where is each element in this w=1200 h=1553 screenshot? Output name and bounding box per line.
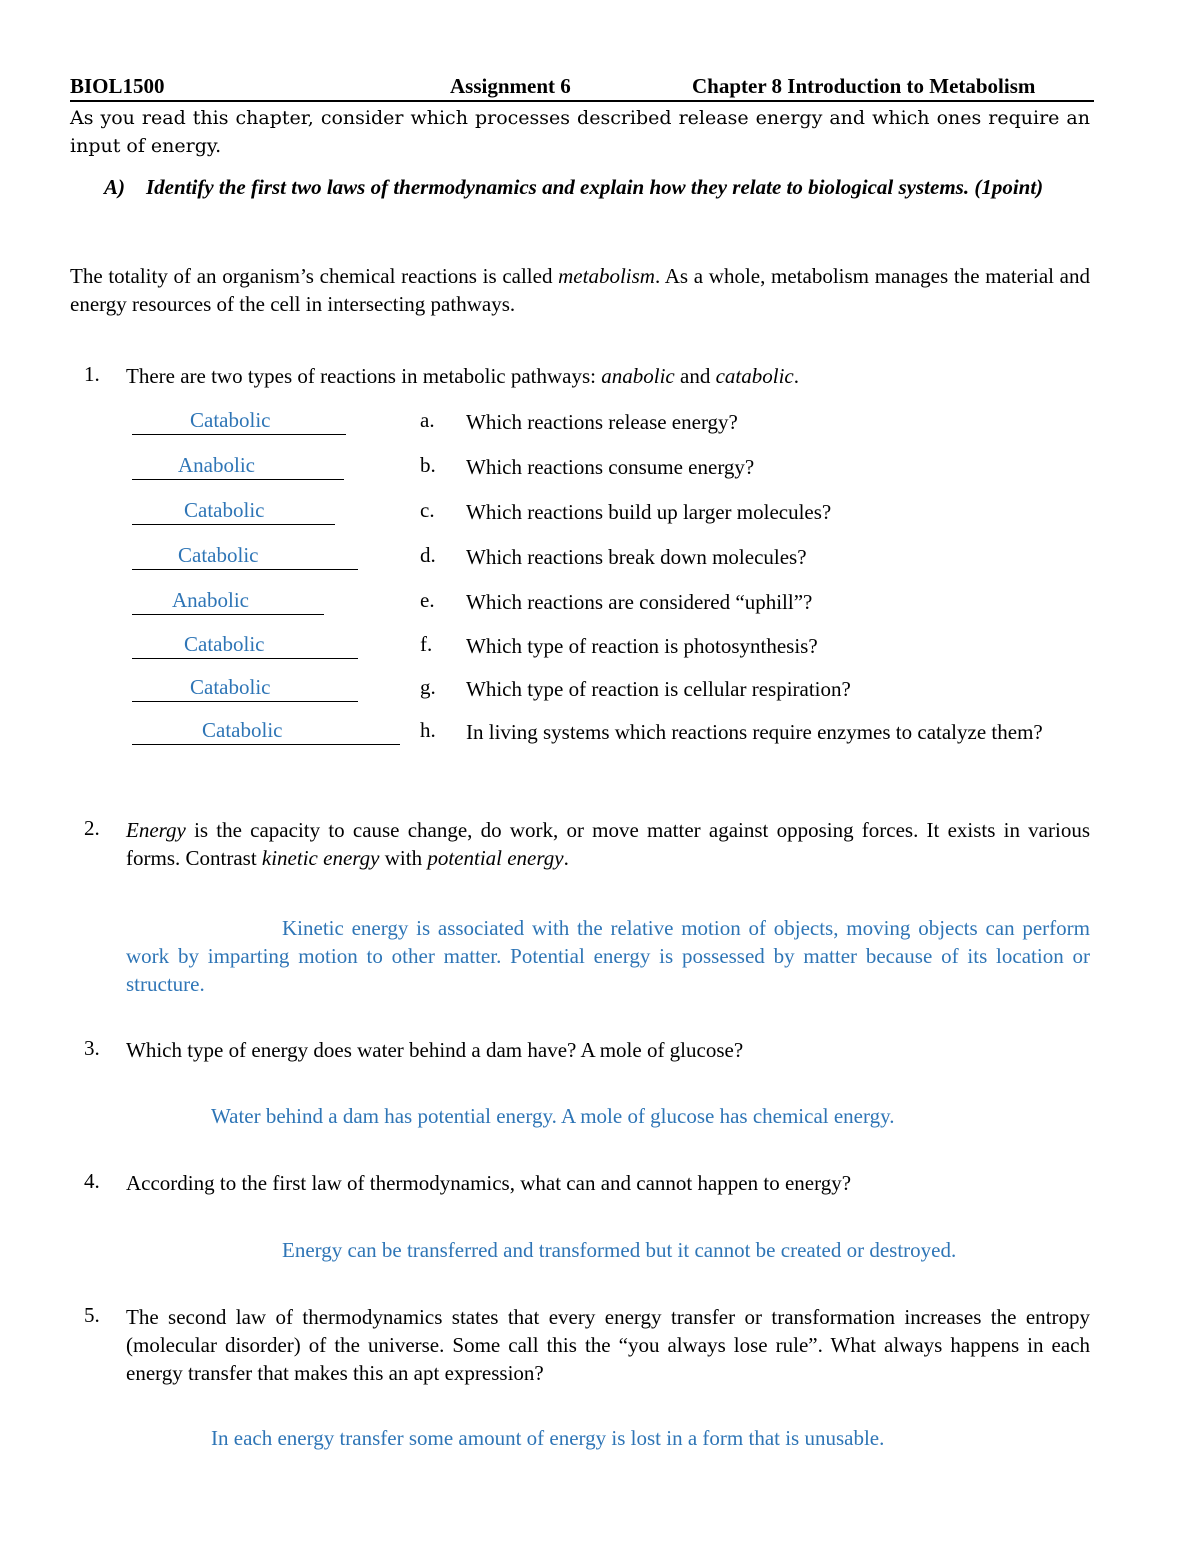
- item-letter-g: g.: [420, 675, 436, 699]
- q3-text: Which type of energy does water behind a dam have? A mole of glucose?: [126, 1038, 744, 1062]
- q1-text-2: and: [674, 364, 716, 388]
- q4-text: According to the first law of thermodynamics, what can and cannot happen to energy?: [126, 1171, 852, 1195]
- q2-text-3: .: [563, 846, 569, 870]
- answer-a: Catabolic: [190, 408, 271, 432]
- assignment-title: Assignment 6: [450, 74, 571, 98]
- item-letter-h: h.: [420, 718, 436, 742]
- q2-term-kinetic: kinetic energy: [261, 846, 380, 870]
- answer-f: Catabolic: [184, 632, 265, 656]
- answer-blank-d[interactable]: [132, 543, 358, 570]
- section-a: [70, 175, 1090, 235]
- chapter-title: Chapter 8 Introduction to Metabolism: [692, 74, 1036, 98]
- answer-blank-h[interactable]: [132, 718, 400, 745]
- answer-g: Catabolic: [190, 675, 271, 699]
- answer-b: Anabolic: [178, 453, 255, 477]
- item-letter-c: c.: [420, 498, 435, 522]
- item-question-d: Which reactions break down molecules?: [466, 545, 807, 569]
- q1-text-3: .: [793, 364, 799, 388]
- item-letter-d: d.: [420, 543, 436, 567]
- answer-h: Catabolic: [202, 718, 283, 742]
- answer-blank-e[interactable]: [132, 588, 324, 615]
- q2-answer: Kinetic energy is associated with the relative motion of objects, moving objects can perform work by imparting motion to other matter. Potential energy is possessed by matter because of its location or structure.: [126, 916, 1090, 996]
- q2-text-1: is the capacity to cause change, do work, or move matter against opposing forces. It exists in various forms. Contrast: [126, 818, 1090, 870]
- q1-number: 1.: [84, 362, 100, 386]
- metabolism-term: metabolism: [558, 264, 655, 288]
- item-question-f: Which type of reaction is photosynthesis?: [466, 634, 818, 658]
- course-code: BIOL1500: [70, 74, 165, 98]
- item-question-c: Which reactions build up larger molecules?: [466, 500, 832, 524]
- answer-blank-a[interactable]: [132, 408, 346, 435]
- q2-text: [126, 816, 1090, 872]
- item-letter-e: e.: [420, 588, 435, 612]
- q1-term-anabolic: anabolic: [601, 364, 675, 388]
- item-question-a: Which reactions release energy?: [466, 410, 738, 434]
- q2-term-potential: potential energy: [427, 846, 564, 870]
- metabolism-text-2: . As a whole, metabolism manages the material and energy resources of the cell in intersecting pathways.: [70, 264, 1090, 316]
- answer-blank-c[interactable]: [132, 498, 335, 525]
- q5-text: The second law of thermodynamics states that every energy transfer or transformation increases the entropy (molecular disorder) of the universe. Some call this the “you always lose rule”. What always happens in each energy transfer that makes this an apt expression?: [126, 1305, 1090, 1385]
- metabolism-text-1: The totality of an organism’s chemical reactions is called: [70, 264, 559, 288]
- page-header: [70, 74, 1094, 102]
- item-letter-f: f.: [420, 632, 433, 656]
- intro-paragraph: As you read this chapter, consider which processes described release energy and which ones require an input of energy.: [70, 107, 1090, 157]
- section-a-text: Identify the first two laws of thermodynamics and explain how they relate to biological systems. (1point): [146, 175, 1044, 199]
- answer-blank-b[interactable]: [132, 453, 344, 480]
- q2-text-2: with: [379, 846, 428, 870]
- q2-number: 2.: [84, 816, 100, 840]
- answer-c: Catabolic: [184, 498, 265, 522]
- q1-text: [126, 362, 1090, 390]
- item-question-h: In living systems which reactions require enzymes to catalyze them?: [466, 720, 1043, 744]
- q4-answer: Energy can be transferred and transformed but it cannot be created or destroyed.: [282, 1238, 957, 1262]
- answer-blank-f[interactable]: [132, 632, 358, 659]
- q2-term-energy: Energy: [126, 818, 186, 842]
- answer-d: Catabolic: [178, 543, 259, 567]
- q1-term-catabolic: catabolic: [715, 364, 794, 388]
- item-letter-a: a.: [420, 408, 435, 432]
- q4-number: 4.: [84, 1169, 100, 1193]
- metabolism-paragraph: [70, 262, 1090, 318]
- answer-e: Anabolic: [172, 588, 249, 612]
- q3-answer: Water behind a dam has potential energy. A mole of glucose has chemical energy.: [211, 1104, 895, 1128]
- item-question-g: Which type of reaction is cellular respiration?: [466, 677, 851, 701]
- q5-answer: In each energy transfer some amount of energy is lost in a form that is unusable.: [211, 1426, 885, 1450]
- q1-text-1: There are two types of reactions in metabolic pathways:: [126, 364, 602, 388]
- q5-number: 5.: [84, 1303, 100, 1327]
- q3-number: 3.: [84, 1036, 100, 1060]
- section-a-label: A): [104, 175, 125, 199]
- item-question-b: Which reactions consume energy?: [466, 455, 755, 479]
- item-question-e: Which reactions are considered “uphill”?: [466, 590, 813, 614]
- answer-blank-g[interactable]: [132, 675, 358, 702]
- document-page: [70, 0, 1090, 1553]
- item-letter-b: b.: [420, 453, 436, 477]
